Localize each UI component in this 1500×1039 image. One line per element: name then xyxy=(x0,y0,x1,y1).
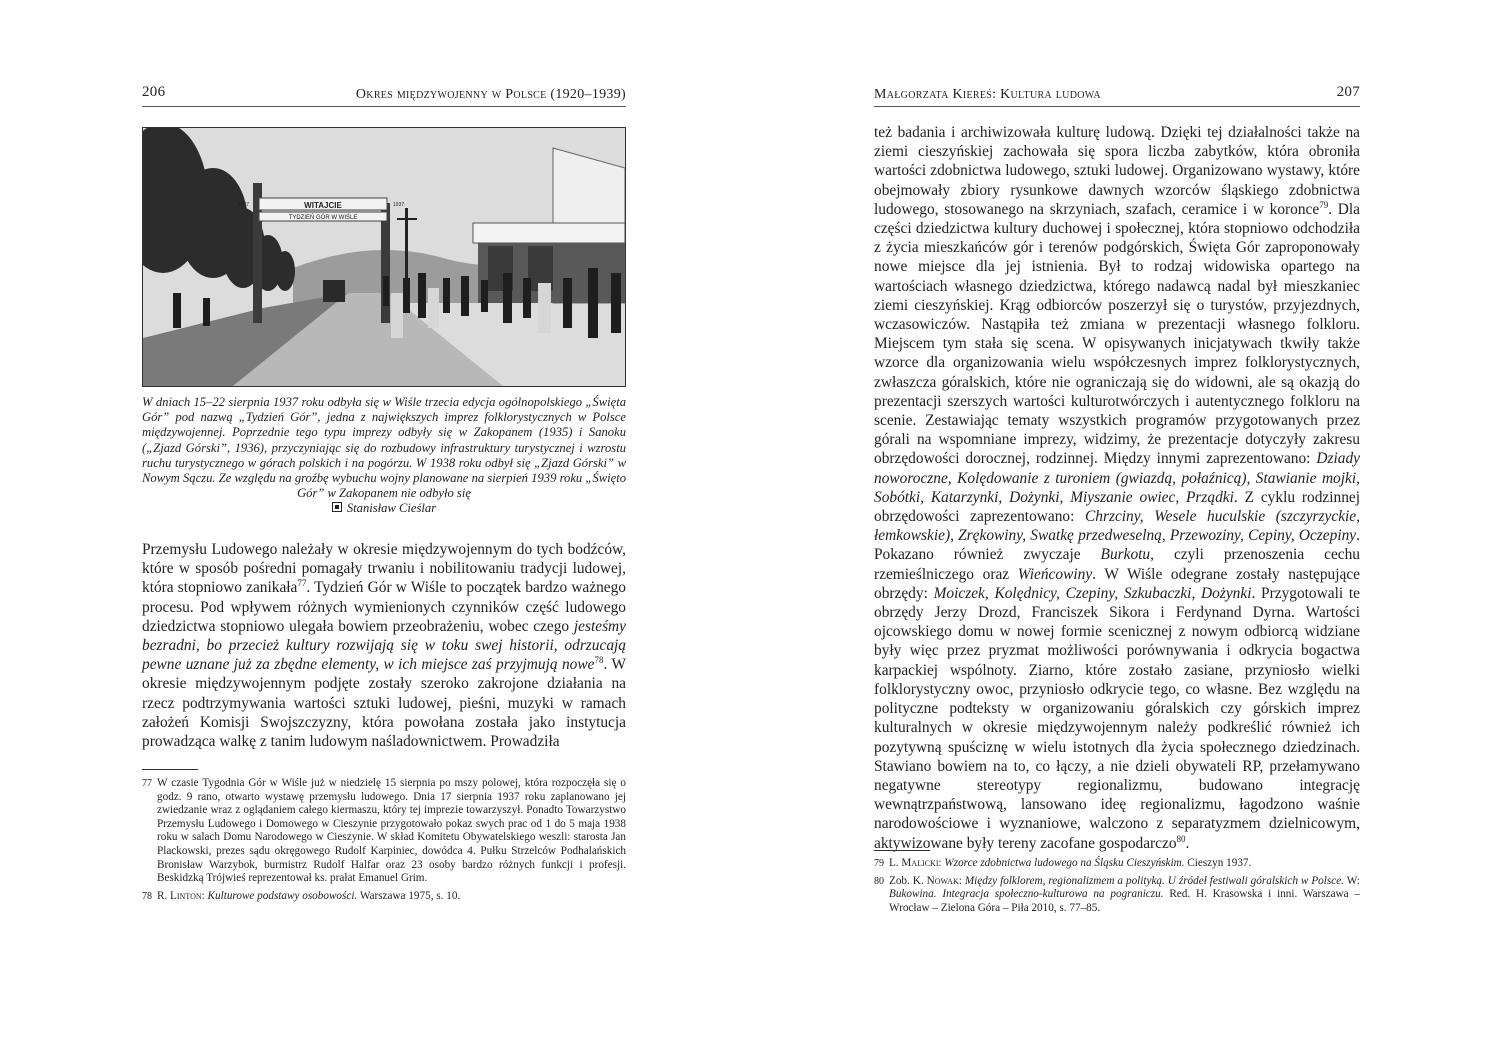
footnote-77 xyxy=(142,777,626,886)
body-fragment: . Dla części dziedzictwa kultury duchowej i społecznej, która stopniowo odchodziła z życia mieszkańców gór i terenów podgórskich, Święta Gór zaproponowały nowe miejsce dla jej istnienia. Był to rodzaj widowiska opartego na wartościach własnego dziedzictwa, którego nadawcą nadal był mieszkaniec ziemi cieszyńskiej. Krąg odbiorców poszerzył się o turystów, przyjezdnych, wczasowiczów. Nastąpiła też zmiana w prezentacji własnego folkloru. Miejscem tym stała się scena. W opisywanych inicjatywach tkwiły także wzorce dla organizowania wielu współczesnych imprez folklorystycznych, zwłaszcza góralskich, które nie ograniczają się do widowni, ale są okazją do prezentacji szerszych wartości kulturotwórczych i autentycznego folkloru na scenie. Zestawiając tematy wszystkich programów przygotowanych przez górali na wspomniane imprezy, widzimy, że prezentacje dotyczyły zakresu obrzędowości dorocznej, rodzinnej. Między innymi zaprezentowano: xyxy=(874,200,1360,468)
camera-credit-icon xyxy=(332,502,342,512)
footnote-mark: 80 xyxy=(874,875,884,887)
caption-credit-name: Stanisław Cieślar xyxy=(346,501,437,516)
footnote-ref-78[interactable]: 78 xyxy=(594,655,604,666)
footnote-author: K. Nowak: xyxy=(912,874,962,887)
footnote-mid: W: xyxy=(1343,874,1360,887)
footnote-78 xyxy=(142,890,626,904)
italic-fragment: Chrzciny, Wesele huculskie (szczyrzyckie, łemkowskie), Zrękowiny, Swatkę przedweselną, Przewoziny, Cepiny, Oczepiny xyxy=(874,508,1360,545)
body-fragment: . Tydzień Gór w Wiśle to początek bardzo ważnego procesu. Pod wpływem różnych wymienionych czynników część ludowego dziedzictwa stopniowo ulegała bowiem przeobrażeniu, wobec czego xyxy=(142,579,627,635)
footnote-title2: Bukowina. Integracja społeczno-kulturowa na pograniczu. xyxy=(889,888,1164,901)
left-page xyxy=(142,0,626,1039)
body-fragment: . xyxy=(1185,834,1190,852)
footnotes-right xyxy=(874,857,1360,919)
body-fragment: . Przygotowali te obrzędy Jerzy Drozd, Franciszek Sikora i Ferdynand Dyrna. Wartości ojcowskiego domu w nowej formie scenicznej z nowym odbiorcą widziane były więc przez pryzmat możliwości porównywania i odkrycia bogactwa karpackiej wspólnoty. Ziarno, które zostało zasiane, przyniosło wielki folklorystyczny owoc, przyniosło odkrycie tego, co własne. Bez względu na polityczne podteksty w organizowaniu góralskich czy górskich imprez kulturalnych w okresie międzywojennym należy podkreślić również ich pozytywną spuściznę w wielu istotnych dla życia społecznego dziedzinach. Stawiano bowiem na to, co łączy, a nie dzieli obywateli RP, przełamywano negatywne stereotypy regionalizmu, budowano integrację wewnątrzpaństwową, lansowano ideę regionalizmu, łagodzono waśnie narodowościowe i wyznaniowe, walczono z separatyzmem dzielnicowym, aktywizowane były tereny zacofane gospodarczo xyxy=(874,584,1360,852)
body-fragment: też badania i archiwizowała kulturę ludową. Dzięki tej działalności także na ziemi cieszyńskiej zachowała się spora liczba zabytków, która obroniła wartości zdobnictwa ludowego, sztuki ludowej. Organizowano wystawy, które obejmowały zbiory rysunkowe dawnych wzorców śląskiego zdobnictwa ludowego, stosowanego na skrzyniach, szafach, ceramice i w koronce xyxy=(874,124,1360,218)
photo-banner-right: 1937 xyxy=(393,202,405,208)
footnote-text: W czasie Tygodnia Gór w Wiśle już w niedzielę 15 sierpnia po mszy polowej, która rozpoczęła się o godz. 9 rano, otwarto wystawę przemysłu ludowego. Dnia 17 sierpnia 1937 roku zaplanowano jej zwiedzanie wraz z oglądaniem całego kiermaszu, który tej imprezie towarzyszył. Ponadto Towarzystwo Przemysłu Ludowego i Domowego w Cieszynie przygotowało pokaz swych prac od 1 do 5 maja 1938 roku w salach Domu Narodowego w Cieszynie. W skład Komitetu Obywatelskiego weszli: starosta Jan Plackowski, prezes sądu okręgowego Rudolf Karpiniec, dowódca 4. Pułku Strzelców Podhalańskich Bronisław Warzybok, burmistrz Rudolf Halfar oraz 23 osoby bardzo różnych funkcji i profesji. Beskidzką Trójwieś reprezentował ks. prałat Emanuel Grim. xyxy=(157,777,626,885)
quoted-text: jesteśmy bezradni, bo przecież kultury rozwijają się w toku swej historii, odrzucają pewne uznane już za zbędne elementy, w ich miejsce zaś przyjmują nowe xyxy=(142,617,626,674)
footnotes-left xyxy=(142,777,626,907)
italic-fragment: Burkotu xyxy=(1100,546,1151,564)
right-page xyxy=(874,0,1360,1039)
left-paragraph xyxy=(142,540,626,751)
running-head-right xyxy=(874,86,1360,107)
historical-photo xyxy=(142,127,626,387)
footnote-pre: Zob. xyxy=(889,874,913,887)
photo-banner-line1: WITAJCIE xyxy=(304,201,342,210)
body-fragment: Przemysłu Ludowego należały w okresie międzywojennym do tych bodźców, które w sposób pośredni pomagały trwaniu i nobilitowaniu tradycji ludowej, która stopniowo zanikała xyxy=(142,541,626,597)
footnote-title: Wzorce zdobnictwa ludowego na Śląsku Cieszyńskim. xyxy=(944,857,1185,869)
footnote-rest: Warszawa 1975, s. 10. xyxy=(357,889,461,902)
photo-banner-left: 1937 xyxy=(237,202,249,208)
footnote-79 xyxy=(874,857,1360,871)
body-fragment: . Pokazano również zwyczaje xyxy=(874,527,1360,564)
running-title-right: Małgorzata Kiereś: Kultura ludowa xyxy=(874,87,1101,102)
italic-fragment: Wieńcowiny xyxy=(1017,565,1093,583)
photo-caption xyxy=(142,395,626,517)
body-fragment: . W Wiśle odegrane zostały następujące obrzędy: xyxy=(874,565,1360,602)
body-fragment: . W okresie międzywojennym podjęte zostały szeroko zakrojone działania na rzecz podtrzymywania wartości sztuki ludowej, pieśni, muzyki w ramach założeń Komisji Swojszczyzny, która powołana została jako instytucja prowadząca walkę z tanim ludowym naśladownictwem. Prowadziła xyxy=(142,656,626,751)
right-body-text xyxy=(874,123,1360,853)
footnote-author: L. Malicki: xyxy=(889,857,942,869)
footnote-title: Między folklorem, regionalizmem a polityką. U źródeł festiwali góralskich w Polsce. xyxy=(964,874,1344,887)
footnote-rest: Red. H. Krasowska i inni. Warszawa – Wrocław – Zielona Góra – Piła 2010, s. 77–85. xyxy=(889,888,1360,914)
italic-fragment: Moiczek, Kolędnicy, Czepiny, Szkubaczki, Dożynki xyxy=(933,584,1252,602)
footnote-title: Kulturowe podstawy osobowości. xyxy=(207,889,358,902)
footnote-author: R. Linton: xyxy=(157,889,205,902)
footnote-ref-80[interactable]: 80 xyxy=(1176,833,1186,844)
footnote-ref-77[interactable]: 77 xyxy=(297,578,307,589)
running-head-left xyxy=(142,86,626,107)
footnote-ref-79[interactable]: 79 xyxy=(1319,199,1329,210)
footnote-mark: 78 xyxy=(142,890,152,902)
footnote-80 xyxy=(874,875,1360,916)
left-body-text xyxy=(142,540,626,751)
photo-illustration xyxy=(143,128,625,386)
footnote-mark: 77 xyxy=(142,778,152,789)
body-fragment: . Z cyklu rodzinnej obrzędowości zaprezentowano: xyxy=(874,488,1361,526)
photo-banner-line2: TYDZIEŃ GÓR W WIŚLE xyxy=(288,215,358,221)
right-paragraph xyxy=(874,123,1360,853)
italic-fragment: Dziady noworoczne, Kolędowanie z turoniem (gwiazdą, połaźnicą), Stawianie mojki, Sobótki, Katarzynki, Dożynki, Miyszanie owiec, Prządki xyxy=(874,450,1360,506)
page-number-right: 207 xyxy=(1336,84,1360,100)
footnote-rule-right xyxy=(874,850,930,851)
running-title-left: Okres międzywojenny w Polsce (1920–1939) xyxy=(355,87,626,102)
body-fragment: , czyli przenoszenia cechu rzemieślniczego oraz xyxy=(874,546,1361,583)
caption-credit xyxy=(142,501,626,516)
footnote-rest: Cieszyn 1937. xyxy=(1184,857,1252,869)
footnote-rule-left xyxy=(142,769,198,770)
page-number-left: 206 xyxy=(142,84,166,100)
footnote-mark: 79 xyxy=(874,858,884,869)
caption-text: W dniach 15–22 sierpnia 1937 roku odbyła się w Wiśle trzecia edycja ogólnopolskiego „Święta Gór” pod nazwą „Tydzień Gór”, jedna z największych imprez folklorystycznych w Polsce międzywojennej. Poprzednie tego typu imprezy odbyły się w Zakopanem (1935) i Sanoku („Zjazd Górski”, 1936), przyczyniając się do rozbudowy infrastruktury turystycznej i wzrostu ruchu turystycznego w górach polskich i na pogórzu. W 1938 roku odbył się „Zjazd Górski” w Nowym Sączu. Ze względu na groźbę wybuchu wojny planowane na sierpień 1939 roku „Święto Gór” w Zakopanem nie odbyło się xyxy=(142,395,626,501)
